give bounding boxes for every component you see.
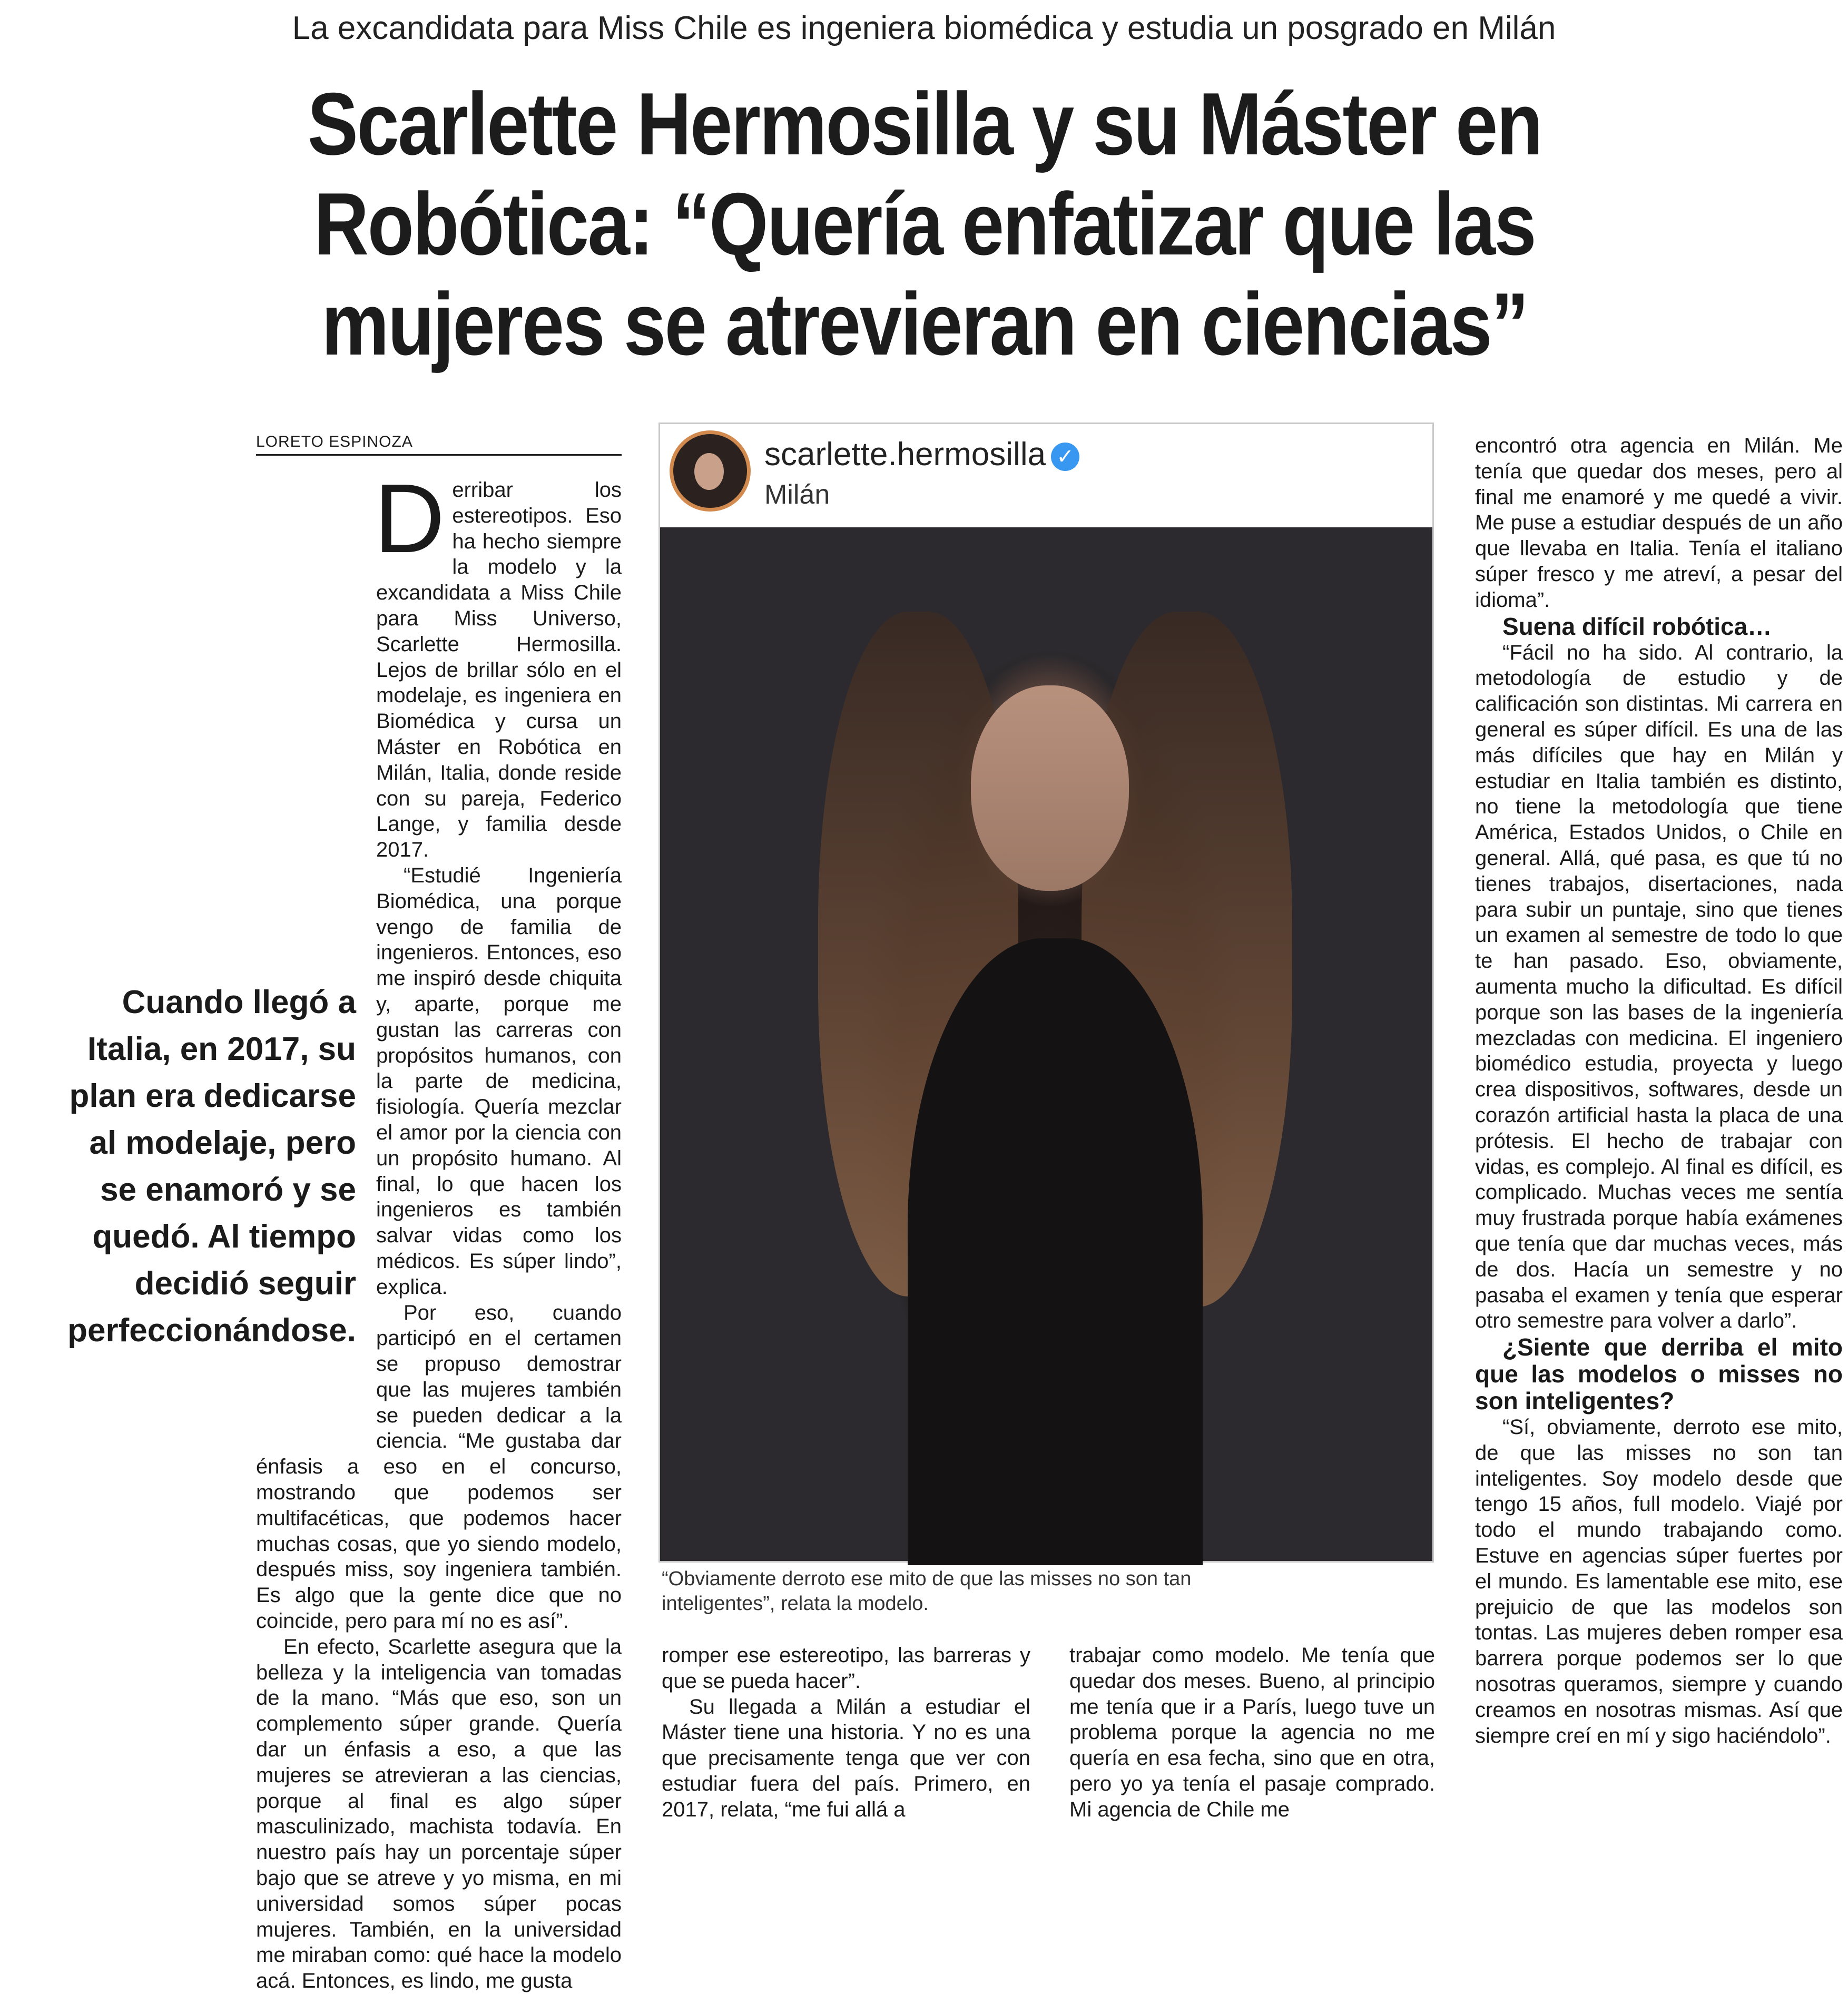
column-4-paragraph-1: encontró otra agencia en Milán. Me tenía que quedar dos meses, pero al final me enamoré y me quedé a vivir. Me puse a estudiar después de un año que llevaba en Italia. Tenía el italiano súper fresco y me atreví, a pesar del idioma”. [1475,434,1843,612]
article-kicker: La excandidata para Miss Chile es ingeniera biomédica y estudia un posgrado en Milán [292,10,1556,46]
instagram-location: Milán [764,479,830,510]
article-column-2 [662,1643,1030,1823]
portrait-photo [660,527,1432,1561]
headline-line-2: Robótica: “Quería enfatizar que las [313,174,1536,273]
column-3-paragraph-1: trabajar como modelo. Me tenía que quedar dos meses. Bueno, al principio me tenía que ir a París, luego tuve un problema porque la agencia no me quería en esa fecha, sino que en otra, pero yo ya tenía el pasaje comprado. Mi agencia de Chile me [1069,1644,1435,1821]
headline-line-3: mujeres se atrevieran en ciencias” [321,274,1528,374]
article-headline [179,74,1669,374]
profile-avatar [670,430,751,512]
instagram-username-row [764,436,1079,473]
torso [908,938,1203,1565]
instagram-photo-card [658,423,1434,1563]
pull-quote: Cuando llegó a Italia, en 2017, su plan era dedicarse al modelaje, pero se enamoró y se quedó. Al tiempo decidió seguir perfeccionándose. [67,984,356,1349]
column-2-paragraph-2: Su llegada a Milán a estudiar el Máster tiene una historia. Y no es una que precisamente tenga que ver con estudiar fuera del país. Primero, en 2017, relata, “me fui allá a [662,1695,1030,1821]
column-1-paragraph-4: En efecto, Scarlette asegura que la belleza y la inteligencia van tomadas de la mano. “Más que eso, son un complemento súper grande. Quería dar un énfasis a eso, a que las mujeres se atrevieran a las ciencias, porque al final es algo súper masculinizado, machista todavía. En nuestro país hay un porcentaje súper bajo que se atreve y yo misma, en mi universidad somos súper pocas mujeres. También, en la universidad me miraban como: qué hace la modelo acá. Entonces, es lindo, me gusta [256,1635,622,1993]
instagram-username: scarlette.hermosilla [764,436,1046,473]
article-column-4 [1475,433,1843,1749]
drop-cap: D [374,464,445,573]
headline-line-1: Scarlette Hermosilla y su Máster en [307,74,1542,173]
column-2-paragraph-1: romper ese estereotipo, las barreras y que se pueda hacer”. [662,1644,1030,1693]
verified-check-icon: ✓ [1051,443,1079,471]
face [971,685,1129,891]
column-4-paragraph-3: “Sí, obviamente, derroto ese mito, de que las misses no son tan inteligentes. Soy modelo desde que tengo 15 años, full modelo. Viajé por todo el mundo trabajando como. Estuve en agencias súper fuertes por el mundo. Es lamentable ese mito, ese prejuicio de que las modelos son tontas. Las mujeres deben romper esa barrera porque podemos ser lo que nosotras queramos, siempre y cuando creamos en nosotras mismas. Así que siempre creí en mí y sigo haciéndolo”. [1475,1416,1843,1747]
interview-question-1: Suena difícil robótica… [1502,612,1772,640]
column-1-paragraph-2: “Estudié Ingeniería Biomédica, una porque vengo de familia de ingenieros. Entonces, eso me inspiró desde chiquita y, aparte, porque me gustan las carreras con propósitos humanos, con la parte de medicina, fisiología. Quería mezclar el amor por la ciencia con un propósito humano. Al final, lo que hacen los ingenieros es también salvar vidas como los médicos. Es súper lindo”, explica. [376,863,622,1299]
column-1-paragraph-1: erribar los estereotipos. Eso ha hecho siempre la modelo y la excandidata a Miss Chile para Miss Universo, Scarlette Hermosilla. Lejos de brillar sólo en el modelaje, es ingeniera en Biomédica y cursa un Máster en Robótica en Milán, Italia, donde reside con su pareja, Federico Lange, y familia desde 2017. [376,478,622,862]
column-1-paragraph-3: Por eso, cuando participó en el certamen se propuso demostrar que las mujeres también se pueden dedicar a la ciencia. “Me gustaba dar énfasis a eso en el concurso, mostrando que podemos ser multifacéticas, que podemos hacer muchas cosas, que yo siendo modelo, después miss, soy ingeniera también. Es algo que la gente dice que no coincide, pero para mí no es así”. [256,1301,622,1633]
instagram-post-header [660,424,1432,527]
column-4-paragraph-2: “Fácil no ha sido. Al contrario, la metodología de estudio y de calificación son distintas. Mi carrera en general es súper difícil. Es una de las más difíciles que hay en Milán y estudiar en Italia también es distinto, no tiene la metodología que tiene América, Estados Unidos, o Chile en general. Allá, qué pasa, es que tú no tienes trabajos, disertaciones, nada para subir un puntaje, sino que tienes un examen al semestre de todo lo que te han pasado. Eso, obviamente, aumenta mucho la dificultad. Es difícil porque son las bases de la ingeniería mezcladas con medicina. El ingeniero biomédico estudia, proyecta y luego crea dispositivos, softwares, desde un corazón artificial hasta la placa de una prótesis. El hecho de trabajar con vidas, es complejo. Al final es difícil, es complicado. Muchas veces me sentía muy frustrada porque había exámenes que tenía que dar muchas veces, más de dos. Hacía un semestre y no pasaba el examen y tenía que esperar otro semestre para volver a darlo”. [1475,641,1843,1333]
interview-question-2: ¿Siente que derriba el mito que las modelos o misses no son inteligentes? [1475,1333,1843,1415]
photo-caption: “Obviamente derroto ese mito de que las misses no son tan inteligentes”, relata la modelo. [662,1568,1192,1615]
article-column-3 [1069,1643,1435,1823]
author-byline: LORETO ESPINOZA [256,433,622,456]
